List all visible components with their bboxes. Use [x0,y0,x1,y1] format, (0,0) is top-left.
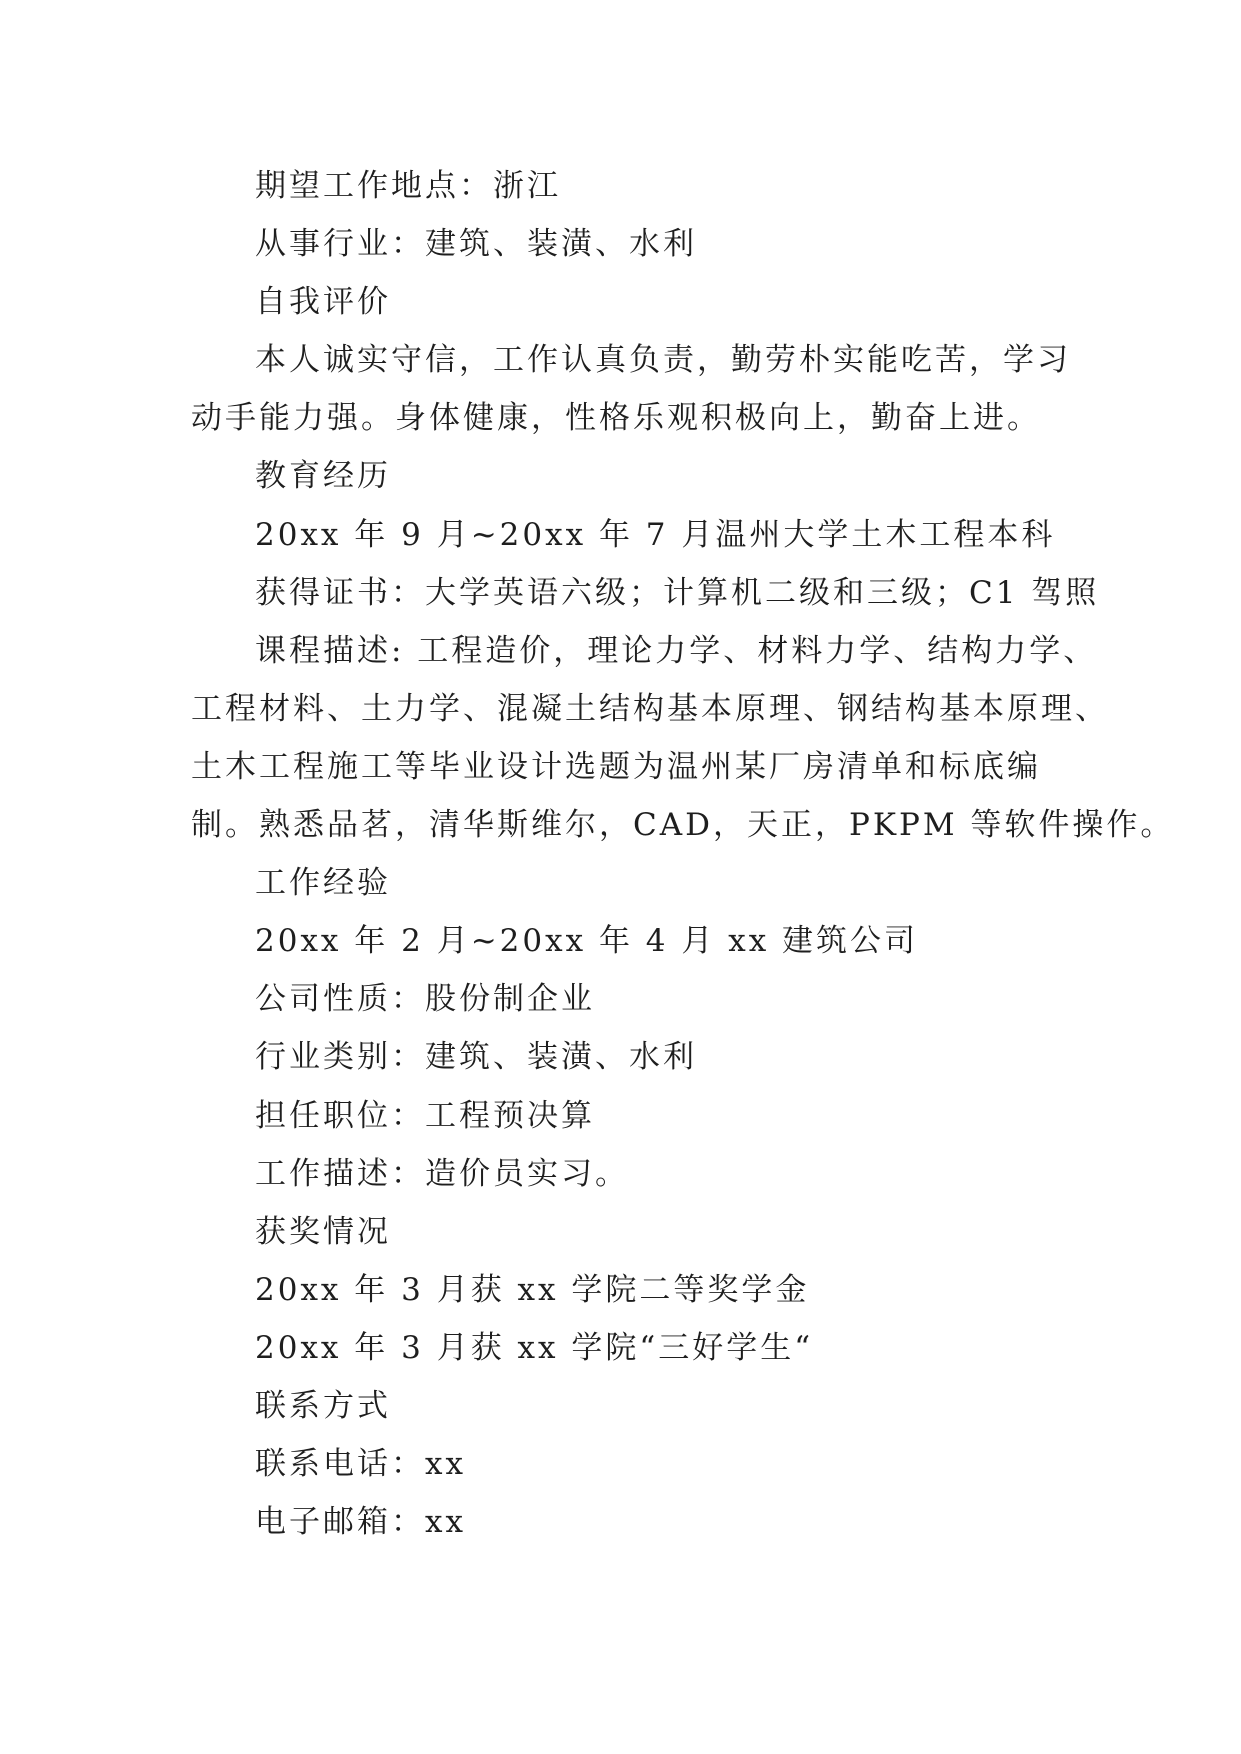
work-period-line: 20xx 年 2 月~20xx 年 4 月 xx 建筑公司 [255,923,919,960]
self-evaluation-text-line: 本人诚实守信，工作认真负责，勤劳朴实能吃苦，学习 [255,342,1071,379]
email-line: 电子邮箱：xx [255,1504,466,1541]
resume-body [191,157,1175,1551]
awards-heading: 获奖情况 [255,1213,391,1250]
company-type-line: 公司性质：股份制企业 [255,981,595,1018]
position-line: 担任职位：工程预决算 [255,1097,595,1134]
self-evaluation-text-line: 动手能力强。身体健康，性格乐观积极向上，勤奋上进。 [191,400,1041,437]
award-line: 20xx 年 3 月获 xx 学院“三好学生“ [255,1329,814,1366]
certificates-line: 获得证书：大学英语六级；计算机二级和三级；C1 驾照 [255,574,1100,611]
industry-category-line: 行业类别：建筑、装潢、水利 [255,1039,697,1076]
award-line: 20xx 年 3 月获 xx 学院二等奖学金 [255,1271,810,1308]
job-description-line: 工作描述：造价员实习。 [255,1155,629,1192]
contact-heading: 联系方式 [255,1387,391,1424]
work-experience-heading: 工作经验 [255,865,391,902]
education-period-line: 20xx 年 9 月~20xx 年 7 月温州大学土木工程本科 [255,516,1056,553]
expected-location-line: 期望工作地点：浙江 [255,168,561,204]
industry-line: 从事行业：建筑、装潢、水利 [255,226,697,263]
phone-line: 联系电话：xx [255,1446,466,1483]
course-description-line: 工程材料、土力学、混凝土结构基本原理、钢结构基本原理、 [191,690,1109,727]
self-evaluation-heading: 自我评价 [255,284,391,321]
education-heading: 教育经历 [255,458,391,495]
course-description-line: 课程描述: 工程造价，理论力学、材料力学、结构力学、 [255,632,1098,669]
course-description-line: 土木工程施工等毕业设计选题为温州某厂房清单和标底编 [191,748,1041,785]
course-description-line: 制。熟悉品茗，清华斯维尔，CAD，天正，PKPM 等软件操作。 [191,807,1175,844]
